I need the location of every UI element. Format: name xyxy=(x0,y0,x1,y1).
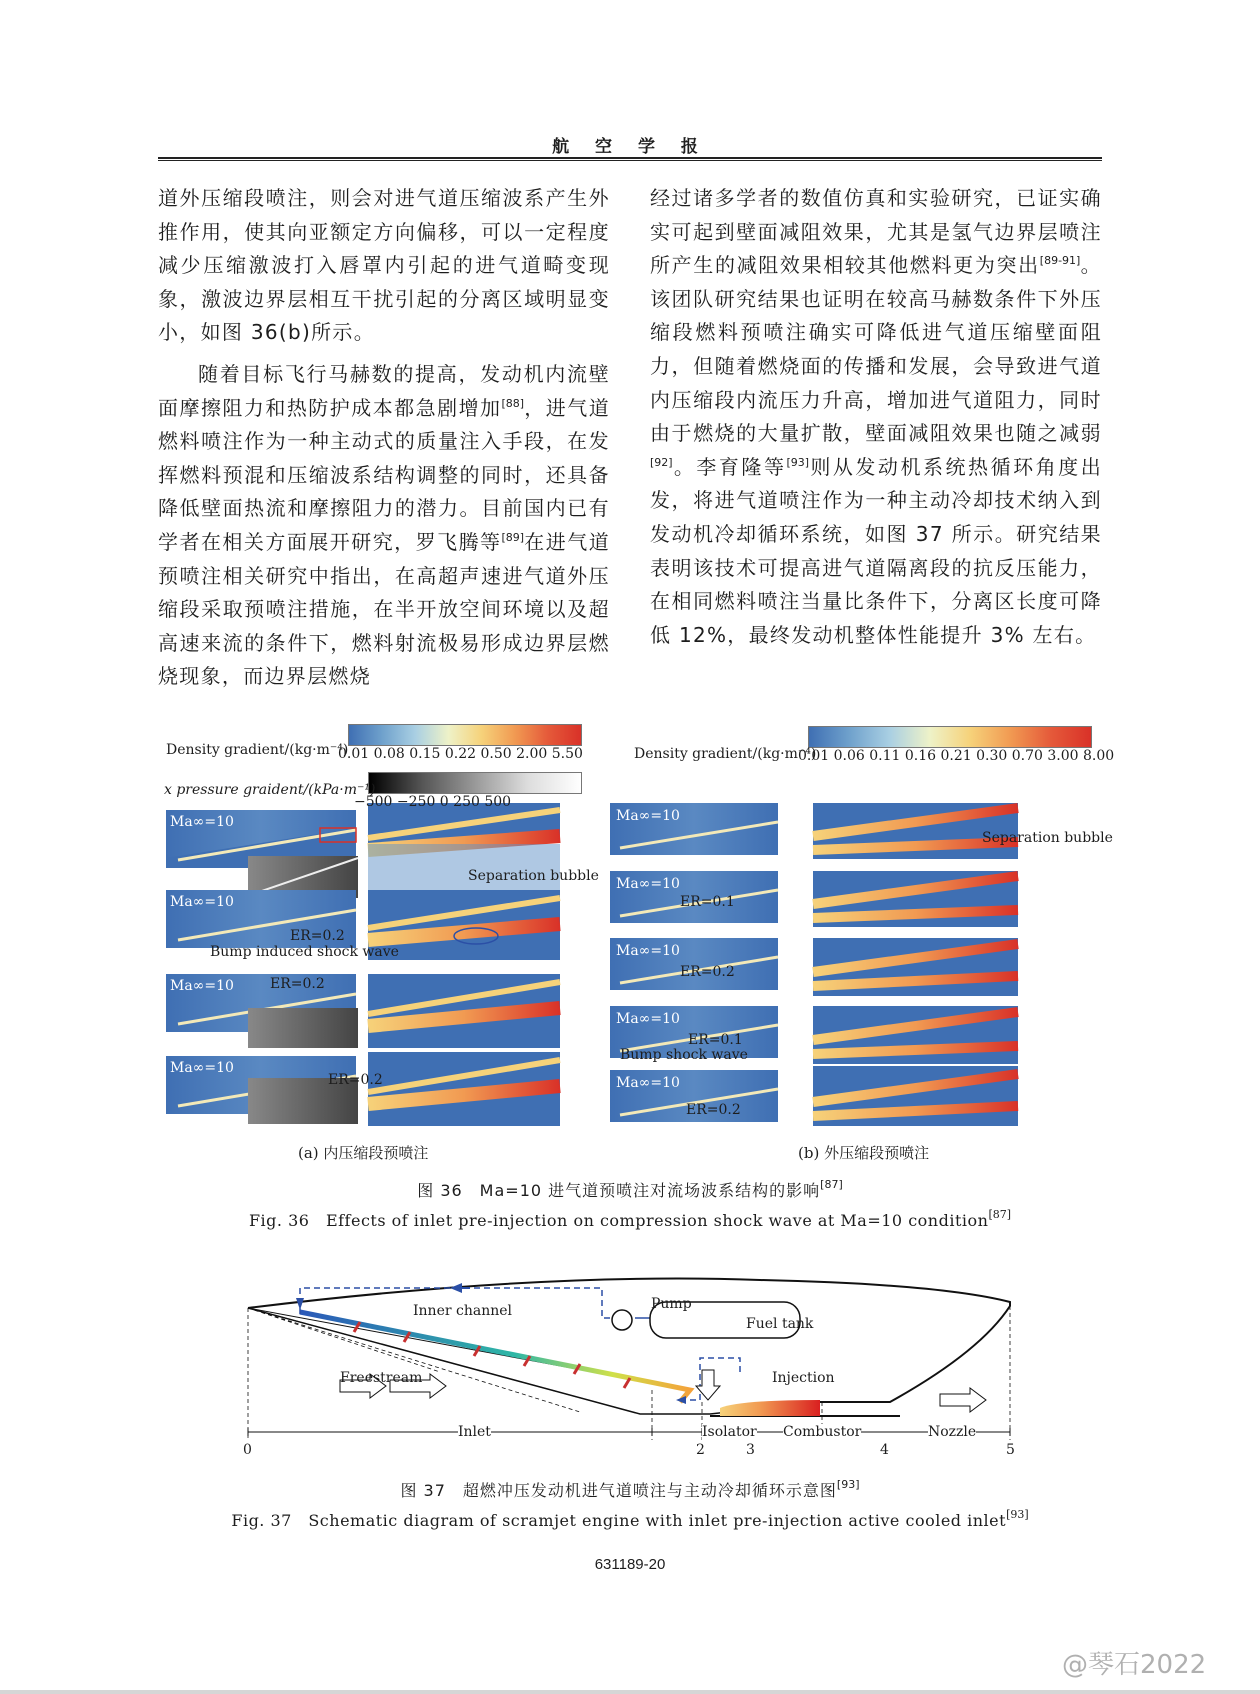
watermark: @琴石2022 xyxy=(1062,1650,1207,1680)
left-p2-part-a: 随着目标飞行马赫数的提高，发动机内流壁面摩擦阻力和热防护成本都急剧增加 xyxy=(158,361,610,420)
mach-label: Ma∞=10 xyxy=(616,943,680,959)
density-ticks-a: 0.01 0.08 0.15 0.22 0.50 2.00 5.50 xyxy=(338,746,583,762)
station-0: 0 xyxy=(243,1442,252,1458)
injection-label: Injection xyxy=(772,1370,835,1386)
citation[interactable]: [89-91] xyxy=(1039,254,1081,268)
density-colorbar-b xyxy=(808,726,1092,748)
bump-shock-label-b: Bump shock wave xyxy=(620,1047,748,1063)
density-ticks-b: 0.01 0.06 0.11 0.16 0.21 0.30 0.70 3.00 8.00 xyxy=(798,748,1115,764)
figure-36-caption-zh xyxy=(0,1178,1260,1201)
er-label: ER=0.1 xyxy=(688,1032,743,1048)
header-rule xyxy=(158,157,1102,159)
mach-label: Ma∞=10 xyxy=(170,894,234,910)
journal-title: 航 空 学 报 xyxy=(552,137,708,157)
right-paragraph xyxy=(650,182,1102,652)
mach-label: Ma∞=10 xyxy=(616,808,680,824)
header-rule-thin xyxy=(158,160,1102,161)
combustor-label: Combustor xyxy=(783,1424,862,1440)
right-text-column xyxy=(650,182,1102,652)
left-paragraph-2 xyxy=(158,358,610,694)
right-part-c: 。李育隆等 xyxy=(672,454,787,479)
density-colorbar-a xyxy=(348,724,582,746)
inlet-label: Inlet xyxy=(458,1424,491,1440)
isolator-label: Isolator xyxy=(702,1424,757,1440)
er-label: ER=0.2 xyxy=(290,928,345,944)
er-label: ER=0.2 xyxy=(680,964,735,980)
figure-37-caption-zh xyxy=(0,1478,1260,1501)
mach-label: Ma∞=10 xyxy=(170,814,234,830)
caption-text: Fig. 36 Effects of inlet pre-injection on compression shock wave at Ma=10 condition xyxy=(248,1211,989,1230)
citation[interactable]: [88] xyxy=(501,396,525,410)
pressure-label-a: x pressure graident/(kPa·m⁻¹) xyxy=(164,782,376,798)
pressure-colorbar-a xyxy=(368,772,582,794)
pump-label: Pump xyxy=(651,1296,692,1312)
separation-bubble-label-a: Separation bubble xyxy=(468,868,599,884)
figure-36-caption-en xyxy=(0,1208,1260,1231)
fuel-tank-label: Fuel tank xyxy=(746,1316,814,1332)
station-4: 4 xyxy=(880,1442,889,1458)
station-5: 5 xyxy=(1006,1442,1015,1458)
er-label: ER=0.2 xyxy=(328,1072,383,1088)
caption-text: 图 37 超燃冲压发动机进气道喷注与主动冷却循环示意图 xyxy=(400,1481,837,1500)
right-part-a: 经过诸多学者的数值仿真和实验研究，已证实确实可起到壁面减阻效果，尤其是氢气边界层喷注所产生的减阻效果相较其他燃料更为突出 xyxy=(650,186,1102,278)
citation[interactable]: [92] xyxy=(650,455,673,469)
er-label: ER=0.2 xyxy=(270,976,325,992)
citation[interactable]: [93] xyxy=(1006,1508,1029,1521)
pressure-ticks-a: −500 −250 0 250 500 xyxy=(354,794,512,810)
caption-text: 图 36 Ma=10 进气道预喷注对流场波系结构的影响 xyxy=(417,1181,821,1200)
figure-37-diagram xyxy=(240,1262,1030,1468)
bump-shock-label-a: Bump induced shock wave xyxy=(210,944,399,960)
subcaption-a: (a) 内压缩段预喷注 xyxy=(298,1144,429,1162)
density-label-b: Density gradient/(kg·m⁻⁴) xyxy=(634,746,817,762)
mach-label: Ma∞=10 xyxy=(170,1060,234,1076)
subcaption-b: (b) 外压缩段预喷注 xyxy=(798,1144,930,1162)
mach-label: Ma∞=10 xyxy=(616,1075,680,1091)
freestream-label: Freestream xyxy=(340,1370,423,1386)
er-label: ER=0.2 xyxy=(686,1102,741,1118)
caption-text: Fig. 37 Schematic diagram of scramjet engine with inlet pre-injection active cooled inlet xyxy=(231,1511,1007,1530)
figure-37-caption-en xyxy=(0,1508,1260,1531)
citation[interactable]: [93] xyxy=(786,455,810,469)
figure-36 xyxy=(158,718,1115,1168)
left-p2-part-b: ，进气道燃料喷注作为一种主动式的质量注入手段，在发挥燃料预混和压缩波系结构调整的同时，还具备降低壁面热流和摩擦阻力的潜力。目前国内已有学者在相关方面展开研究，罗飞腾等 xyxy=(158,395,610,554)
left-p2-part-c: 在进气道预喷注相关研究中指出，在高超声速进气道外压缩段采取预喷注措施，在半开放空间环境以及超高速来流的条件下，燃料射流极易形成边界层燃烧现象，而边界层燃烧 xyxy=(158,529,610,689)
citation[interactable]: [87] xyxy=(820,1178,843,1191)
mach-label: Ma∞=10 xyxy=(616,1011,680,1027)
citation[interactable]: [89] xyxy=(501,530,525,544)
density-label-a: Density gradient/(kg·m⁻⁴) xyxy=(166,742,349,758)
right-part-d: 则从发动机系统热循环角度出发，将进气道喷注作为一种主动冷却技术纳入到发动机冷却循环系统，如图 37 所示。研究结果表明该技术可提高进气道隔离段的抗反压能力，在相同燃料喷注当量比条件下，分离区长度可降低 12%，最终发动机整体性能提升 3% 左右。 xyxy=(650,454,1103,647)
page-number: 631189-20 xyxy=(594,1556,666,1573)
er-label: ER=0.1 xyxy=(680,894,735,910)
left-paragraph-1: 道外压缩段喷注，则会对进气道压缩波系产生外推作用，使其向亚额定方向偏移，可以一定程度减少压缩激波打入唇罩内引起的进气道畸变现象，激波边界层相互干扰引起的分离区域明显变小，如图 36(b)所示。 xyxy=(158,186,610,345)
left-text-column xyxy=(158,182,610,694)
mach-label: Ma∞=10 xyxy=(616,876,680,892)
citation[interactable]: [93] xyxy=(836,1478,860,1491)
bottom-bar xyxy=(0,1690,1260,1694)
station-2: 2 xyxy=(696,1442,705,1458)
station-3: 3 xyxy=(746,1442,755,1458)
right-part-b: 。该团队研究结果也证明在较高马赫数条件下外压缩段燃料预喷注确实可降低进气道压缩壁面阻力，但随着燃烧面的传播和发展，会导致进气道内压缩段内流压力升高，增加进气道阻力，同时由于燃烧的大量扩散，壁面减阻效果也随之减弱 xyxy=(650,253,1102,446)
mach-label: Ma∞=10 xyxy=(170,978,234,994)
inner-channel-label: Inner channel xyxy=(413,1303,512,1319)
separation-bubble-label-b: Separation bubble xyxy=(982,830,1113,846)
nozzle-label: Nozzle xyxy=(928,1424,977,1440)
citation[interactable]: [87] xyxy=(988,1208,1012,1221)
